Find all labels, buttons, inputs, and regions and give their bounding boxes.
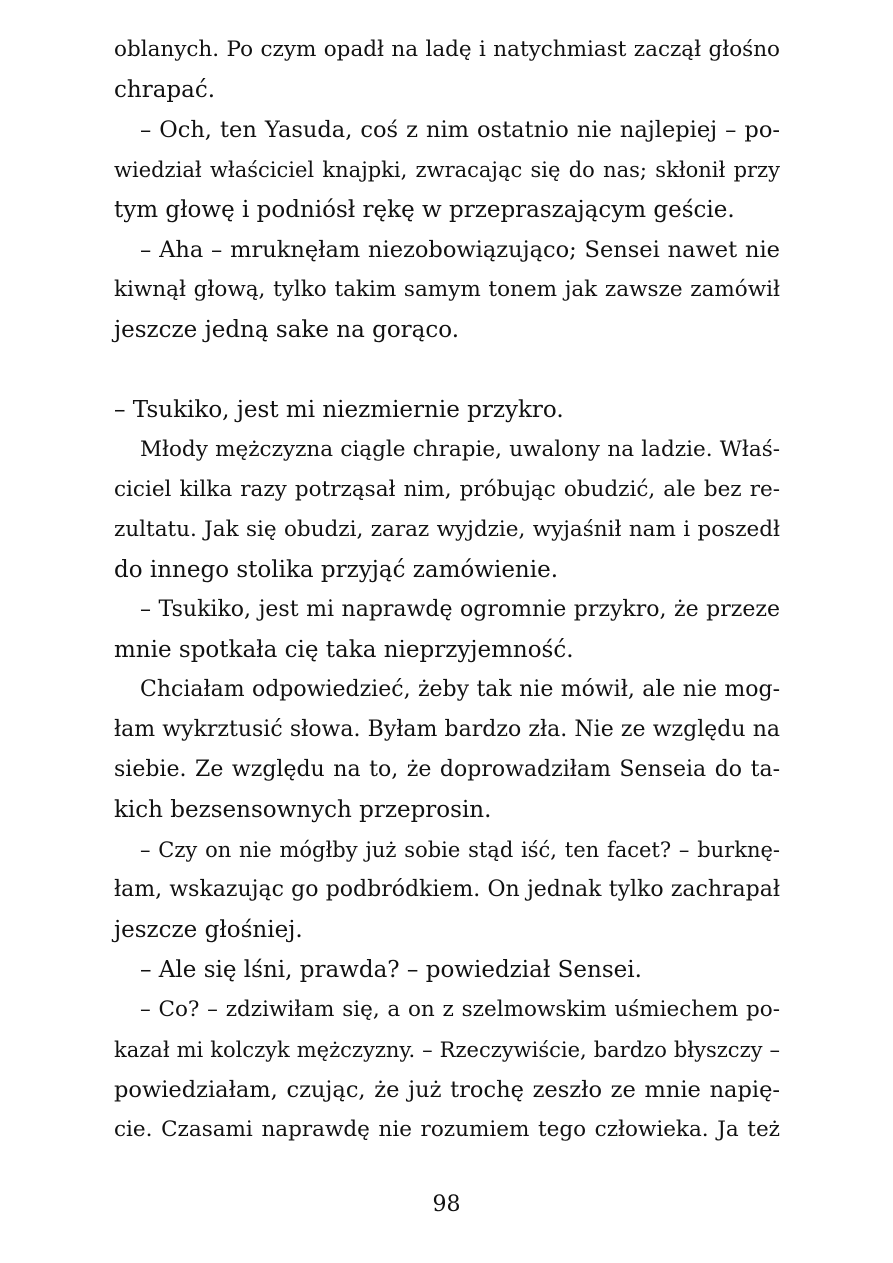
page-text [114, 30, 780, 1150]
text-line: mnie spotkała cię taka nieprzyjemność. [114, 637, 574, 663]
text-line: oblanych. Po czym opadł na ladę i natychmiast zaczął głośno [114, 37, 780, 62]
text-line: jeszcze głośniej. [114, 917, 303, 943]
text-line: powiedziałam, czując, że już trochę zeszło ze mnie napię- [114, 1077, 780, 1103]
text-line: jeszcze jedną sake na gorąco. [114, 317, 460, 343]
section-break [114, 350, 780, 390]
text-line: – Co? – zdziwiłam się, a on z szelmowskim uśmiechem po- [140, 997, 780, 1022]
text-line: – Ale się lśni, prawda? – powiedział Sensei. [140, 957, 642, 983]
text-line: tym głowę i podniósł rękę w przepraszającym geście. [114, 197, 735, 223]
page-number: 98 [432, 1192, 461, 1217]
text-line: kazał mi kolczyk mężczyzny. – Rzeczywiście, bardzo błyszczy – [114, 1038, 780, 1062]
text-line: łam wykrztusić słowa. Byłam bardzo zła. Nie ze względu na [114, 717, 780, 742]
text-line: zultatu. Jak się obudzi, zaraz wyjdzie, wyjaśnił nam i poszedł [114, 517, 780, 542]
text-line: – Aha – mruknęłam niezobowiązująco; Sensei nawet nie [140, 237, 780, 263]
text-line: – Och, ten Yasuda, coś z nim ostatnio nie najlepiej – po- [140, 117, 780, 143]
text-line: chrapać. [114, 77, 216, 103]
text-line: wiedział właściciel knajpki, zwracając się do nas; skłonił przy [114, 158, 780, 182]
text-line: kiwnął głową, tylko takim samym tonem jak zawsze zamówił [114, 277, 780, 302]
text-line: Młody mężczyzna ciągle chrapie, uwalony na ladzie. Właś- [140, 437, 780, 462]
text-line: kich bezsensownych przeprosin. [114, 797, 492, 823]
text-line: Chciałam odpowiedzieć, żeby tak nie mówił, ale nie mog- [140, 677, 780, 702]
text-line: cie. Czasami naprawdę nie rozumiem tego człowieka. Ja też [114, 1117, 780, 1142]
text-line: do innego stolika przyjąć zamówienie. [114, 557, 559, 583]
text-line: łam, wskazując go podbródkiem. On jednak tylko zachrapał [114, 877, 780, 902]
text-line: – Czy on nie mógłby już sobie stąd iść, ten facet? – burknę- [140, 838, 780, 862]
text-line: ciciel kilka razy potrząsał nim, próbując obudzić, ale bez re- [114, 477, 780, 502]
text-line: siebie. Ze względu na to, że doprowadziłam Senseia do ta- [114, 757, 780, 782]
text-line: – Tsukiko, jest mi niezmiernie przykro. [114, 397, 564, 423]
text-line: – Tsukiko, jest mi naprawdę ogromnie przykro, że przeze [140, 597, 780, 622]
